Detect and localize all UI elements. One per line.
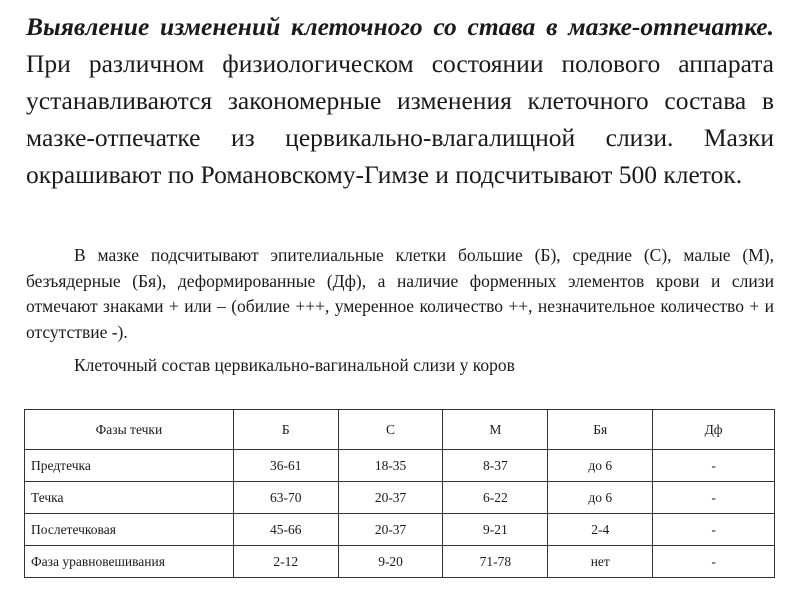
table-cell: Течка [25, 482, 234, 514]
table-cell: Предтечка [25, 450, 234, 482]
table-cell: 2-4 [548, 514, 653, 546]
table-row [25, 546, 775, 578]
table-cell: 36-61 [233, 450, 338, 482]
table-header-row [25, 410, 775, 450]
table-cell: Фаза уравновешивания [25, 546, 234, 578]
table-cell: - [653, 514, 775, 546]
table-cell: 2-12 [233, 546, 338, 578]
table-cell: 9-20 [338, 546, 443, 578]
table-row [25, 482, 775, 514]
table-cell: 8-37 [443, 450, 548, 482]
header-phase: Фазы течки [25, 410, 234, 450]
counting-paragraph: В мазке подсчитывают эпителиальные клетки большие (Б), средние (С), малые (М), безъядерные (Бя), деформированные (Дф), а наличие форменных элементов крови и слизи отмечают знаками + или – (обилие +++, умеренное количество ++, незначительное количество + и отсутствие -). [26, 245, 774, 342]
header-deformed: Дф [653, 410, 775, 450]
table-cell: 9-21 [443, 514, 548, 546]
intro-text: При различном физиологическом состоянии полового аппарата устанавливаются закономерные изменения клеточного состава в мазке-отпечатке из цервикально-влагалищной слизи. Мазки окрашивают по Романовскому-Гимзе и подсчитывают 500 клеток. [26, 49, 774, 189]
header-medium: С [338, 410, 443, 450]
table-cell: 6-22 [443, 482, 548, 514]
table-cell: 71-78 [443, 546, 548, 578]
table-cell: Послетечковая [25, 514, 234, 546]
table-cell: 18-35 [338, 450, 443, 482]
table-cell: 45-66 [233, 514, 338, 546]
header-small: М [443, 410, 548, 450]
section-title: Выявление изменений клеточного со става в мазке-отпечатке. [26, 12, 774, 41]
table-cell: до 6 [548, 450, 653, 482]
header-large: Б [233, 410, 338, 450]
table-cell: - [653, 546, 775, 578]
table-cell: - [653, 482, 775, 514]
table-cell: 20-37 [338, 482, 443, 514]
table-cell: до 6 [548, 482, 653, 514]
table-cell: 20-37 [338, 514, 443, 546]
table-row [25, 450, 775, 482]
cell-composition-table [24, 409, 775, 578]
table-cell: нет [548, 546, 653, 578]
header-anuclear: Бя [548, 410, 653, 450]
table-row [25, 514, 775, 546]
table-caption: Клеточный состав цервикально-вагинальной слизи у коров [74, 355, 515, 375]
intro-paragraph [26, 8, 774, 193]
table-cell: 63-70 [233, 482, 338, 514]
table-cell: - [653, 450, 775, 482]
